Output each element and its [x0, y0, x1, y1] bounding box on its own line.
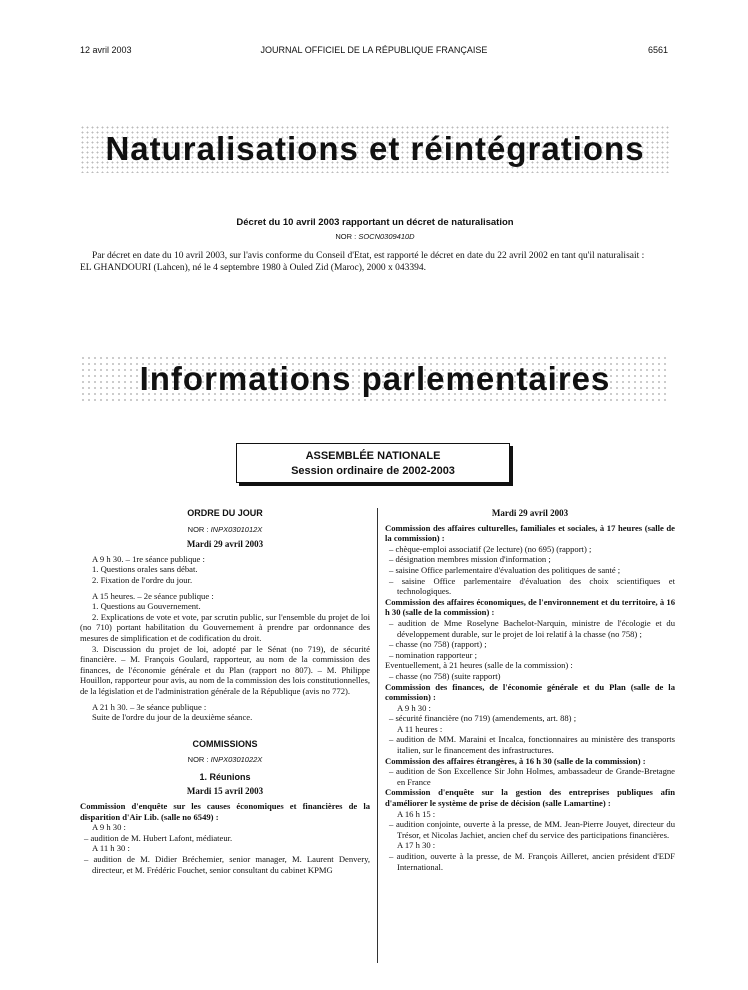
seance-1-item: 2. Fixation de l'ordre du jour. — [92, 574, 193, 585]
seance-3-text: Suite de l'ordre du jour de la deuxième séance. — [92, 712, 253, 723]
ordre-du-jour-title: ORDRE DU JOUR — [187, 508, 263, 518]
header-page-number: 6561 — [647, 45, 668, 55]
eventual-slot: Eventuellement, à 21 heures (salle de la commission) : — [385, 660, 573, 671]
time-slot: A 9 h 30 : — [397, 702, 431, 713]
time-slot: A 16 h 15 : — [397, 808, 436, 819]
ordre-nor: NOR : INPX0301012X — [187, 524, 263, 534]
seance-2-item: 2. Explications de vote et vote, par scrutin public, sur l'ensemble du projet de loi (no 710) portant habilitation du Gouvernement à prendre par ordonnance des mesures de simplification et de codification du droit. — [80, 611, 370, 643]
agenda-item: – chasse (no 758) (rapport) ; — [389, 639, 487, 650]
agenda-item: – audition de Mme Roselyne Bachelot-Narquin, ministre de l'écologie et du développement durable, sur le projet de loi relatif à la chasse (no 758) ; — [389, 617, 675, 639]
seance-2-item: 1. Questions au Gouvernement. — [92, 601, 201, 612]
commissions-day: Mardi 15 avril 2003 — [186, 786, 264, 797]
commission-title: Commission des affaires étrangères, à 16 h 30 (salle de la commission) : — [385, 755, 646, 766]
header-date: 12 avril 2003 — [80, 45, 132, 55]
left-column — [80, 508, 370, 875]
commission-title: Commission des finances, de l'économie générale et du Plan (salle de la commission) : — [385, 681, 675, 703]
ordre-day: Mardi 29 avril 2003 — [186, 539, 264, 550]
agenda-item: – chasse (no 758) (suite rapport) — [389, 670, 501, 681]
agenda-item: – audition conjointe, ouverte à la presse, de MM. Jean-Pierre Jouyet, directeur du Trésor, et Nicolas Jachiet, ancien chef du service des participations financières. — [389, 819, 675, 840]
time-slot: A 17 h 30 : — [397, 840, 436, 851]
commissions-title: COMMISSIONS — [192, 738, 258, 749]
seance-2-time: A 15 heures. – 2e séance publique : — [92, 590, 214, 601]
agenda-item: – audition de MM. Maraini et Incalca, fonctionnaires au ministère des transports italien, sur le financement des infrastructures. — [389, 734, 675, 756]
informations-banner: Informations parlementaires — [80, 355, 670, 403]
agenda-item: – nomination rapporteur ; — [389, 649, 478, 660]
agenda-item: – chèque-emploi associatif (2e lecture) (no 695) (rapport) ; — [389, 543, 592, 554]
naturalisations-banner: Naturalisations et réintégrations — [80, 125, 670, 173]
agenda-item: – audition de M. Hubert Lafont, médiateur. — [84, 832, 233, 843]
seance-2-item: 3. Discussion du projet de loi, adopté par le Sénat (no 719), de sécurité financière. – M. François Goulard, rapporteur, au nom de la commission des finances, de l'économie générale et du Plan (rapport no 807). – M. Philippe Houillon, rapporteur pour avis, au nom de la commission des lois constitutionnelles, de la législation et de l'administration générale de la République (avis no 772). — [80, 643, 370, 696]
agenda-item: – désignation membres mission d'information ; — [389, 554, 551, 565]
seance-1-time: A 9 h 30. – 1re séance publique : — [92, 553, 205, 564]
agenda-item: – audition, ouverte à la presse, de M. François Ailleret, ancien président d'EDF International. — [389, 851, 675, 872]
commissions-nor: NOR : INPX0301022X — [187, 755, 263, 765]
decree-body — [80, 250, 674, 274]
header-journal-title: JOURNAL OFFICIEL DE LA RÉPUBLIQUE FRANÇAISE — [260, 45, 488, 55]
decree-paragraph: Par décret en date du 10 avril 2003, sur l'avis conforme du Conseil d'Etat, est rapporté le décret en date du 22 avril 2002 en tant qu'il naturalisait : — [92, 251, 645, 261]
decree-title: Décret du 10 avril 2003 rapportant un décret de naturalisation — [236, 217, 514, 228]
commission-title: Commission des affaires économiques, de l'environnement et du territoire, à 16 h 30 (salle de la commission) : — [385, 596, 675, 618]
column-divider — [377, 508, 378, 963]
seance-3-time: A 21 h 30. – 3e séance publique : — [92, 701, 207, 712]
assemblee-title: ASSEMBLÉE NATIONALE — [305, 450, 441, 462]
seance-1-item: 1. Questions orales sans débat. — [92, 564, 198, 575]
assemblee-box — [236, 443, 510, 483]
agenda-item: – audition de Son Excellence Sir John Holmes, ambassadeur de Grande-Bretagne en France — [389, 766, 675, 787]
time-slot: A 9 h 30 : — [92, 822, 126, 833]
decree-nor: NOR : SOCN0309410D — [335, 232, 415, 241]
time-slot: A 11 h 30 : — [92, 843, 130, 854]
time-slot: A 11 heures : — [397, 723, 443, 734]
agenda-item: – sécurité financière (no 719) (amendements, art. 88) ; — [389, 713, 577, 724]
commission-title: Commission d'enquête sur la gestion des entreprises publiques afin d'améliorer le système de prise de décision (salle Lamartine) : — [385, 787, 675, 809]
commission-title: Commission des affaires culturelles, familiales et sociales, à 17 heures (salle de la commission) : — [385, 522, 675, 544]
agenda-item: – saisine Office parlementaire d'évaluation des choix scientifiques et technologiques. — [389, 575, 675, 597]
agenda-item: – audition de M. Didier Bréchemier, senior manager, M. Laurent Denvery, directeur, et M. Frédéric Fouchet, senior consultant du cabinet KPMG — [84, 854, 370, 875]
agenda-item: – saisine Office parlementaire d'évaluation des politiques de santé ; — [389, 564, 621, 575]
enquete-air-lib-title: Commission d'enquête sur les causes économiques et financières de la disparition d'Air Lib. (salle no 6549) : — [80, 801, 370, 822]
right-column — [385, 508, 675, 872]
session-title: Session ordinaire de 2002-2003 — [291, 465, 455, 477]
reunions-subtitle: 1. Réunions — [199, 771, 251, 782]
right-day: Mardi 29 avril 2003 — [491, 508, 569, 518]
decree-person: EL GHANDOURI (Lahcen), né le 4 septembre 1980 à Ouled Zid (Maroc), 2000 x 043394. — [80, 263, 427, 273]
